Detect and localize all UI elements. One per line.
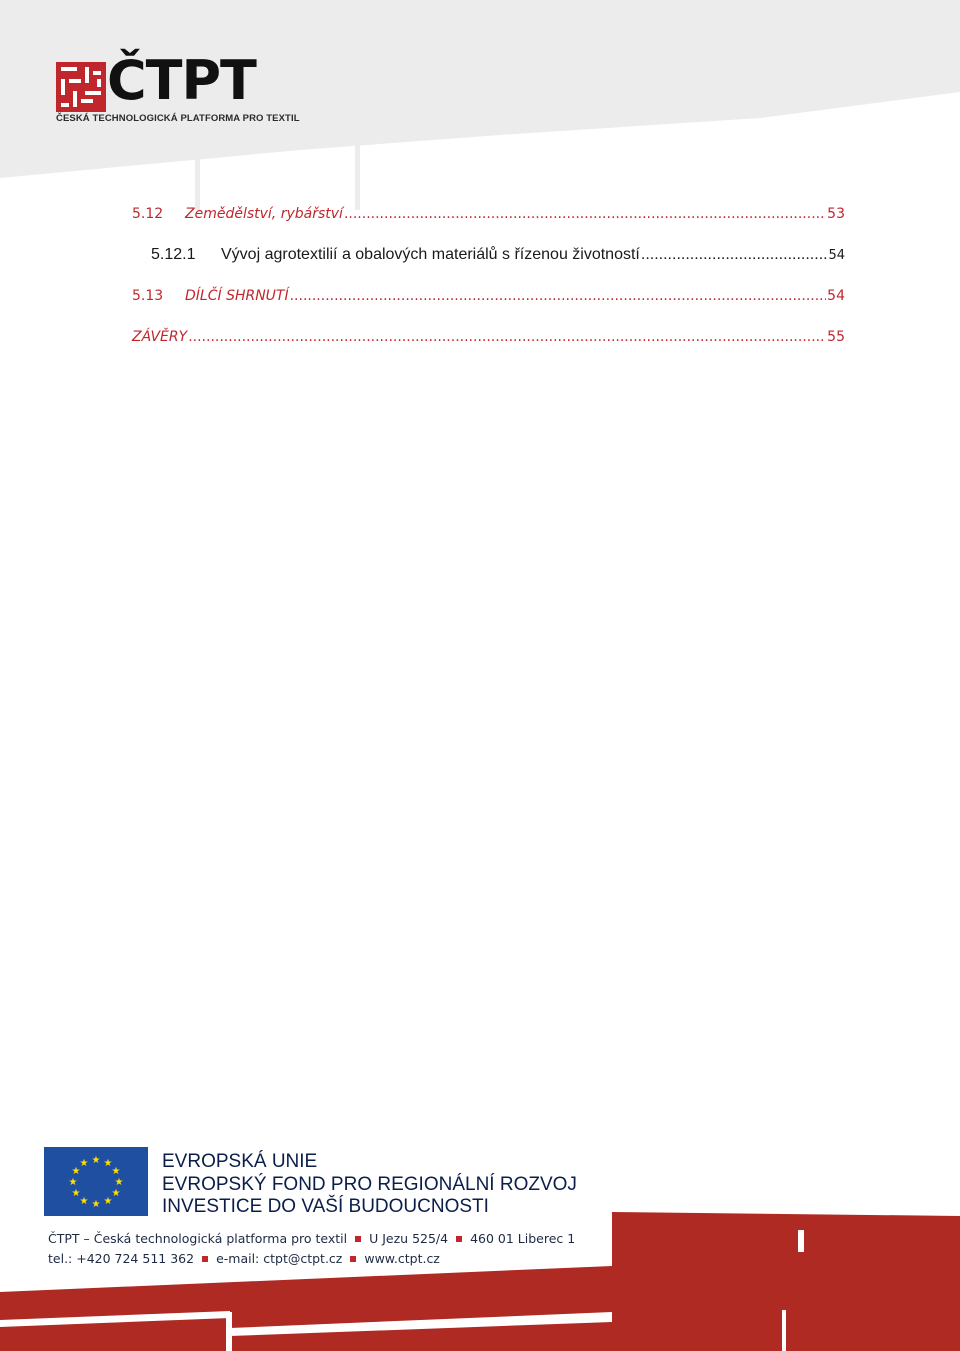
svg-text:★: ★	[103, 1196, 113, 1207]
footer-contact	[48, 1229, 575, 1269]
toc-entry[interactable]	[132, 288, 845, 304]
phone[interactable]: tel.: +420 724 511 362	[48, 1251, 195, 1266]
toc-number: 5.12.1	[151, 246, 196, 263]
svg-text:★: ★	[111, 1166, 121, 1177]
toc-leader	[344, 206, 826, 222]
toc-leader	[290, 288, 827, 304]
svg-text:★: ★	[79, 1196, 89, 1207]
logo-wordmark: ČTPT	[107, 49, 256, 112]
toc-entry[interactable]	[132, 329, 845, 345]
toc-number: 5.13	[132, 288, 164, 304]
toc-title: ZÁVĚRY	[132, 329, 188, 345]
svg-text:★: ★	[91, 1199, 101, 1210]
org-name: ČTPT – Česká technologická platforma pro textil	[48, 1231, 348, 1246]
toc-entry[interactable]	[132, 206, 845, 222]
street-address: U Jezu 525/4	[369, 1231, 449, 1246]
toc-number: 5.12	[132, 206, 164, 222]
bullet-square-icon	[350, 1256, 356, 1262]
bullet-square-icon	[355, 1236, 361, 1242]
toc-title: Vývoj agrotextilií a obalových materiálů s řízenou životností	[221, 246, 640, 263]
svg-text:★: ★	[71, 1166, 81, 1177]
svg-text:★: ★	[91, 1155, 101, 1166]
svg-text:★: ★	[68, 1177, 78, 1188]
toc-page-number: 54	[827, 288, 845, 304]
contact-line	[48, 1229, 575, 1249]
email-link[interactable]: e-mail: ctpt@ctpt.cz	[216, 1251, 343, 1266]
bullet-square-icon	[202, 1256, 208, 1262]
toc-entry[interactable]	[151, 246, 845, 264]
eu-line: EVROPSKÁ UNIE	[162, 1151, 318, 1172]
toc-page-number: 55	[827, 329, 845, 345]
svg-text:★: ★	[103, 1158, 113, 1169]
eu-flag-icon	[44, 1147, 148, 1216]
toc-page-number: 53	[827, 206, 845, 222]
toc-title: DÍLČÍ SHRNUTÍ	[185, 288, 289, 304]
svg-text:★: ★	[71, 1188, 81, 1199]
eu-funding-text	[162, 1151, 577, 1219]
svg-text:★: ★	[111, 1188, 121, 1199]
toc-leader	[641, 246, 828, 264]
bullet-square-icon	[456, 1236, 462, 1242]
toc-title: Zemědělství, rybářství	[185, 206, 343, 222]
ctpt-logo-mark	[56, 62, 106, 112]
contact-line	[48, 1249, 575, 1269]
city-address: 460 01 Liberec 1	[470, 1231, 576, 1246]
website-link[interactable]: www.ctpt.cz	[364, 1251, 440, 1266]
eu-line: INVESTICE DO VAŠÍ BUDOUCNOSTI	[162, 1196, 489, 1217]
logo-subtitle: ČESKÁ TECHNOLOGICKÁ PLATFORMA PRO TEXTIL	[56, 113, 300, 124]
svg-text:★: ★	[79, 1158, 89, 1169]
toc-page-number: 54	[828, 248, 845, 263]
svg-text:★: ★	[114, 1177, 124, 1188]
toc-leader	[188, 329, 826, 345]
eu-line: EVROPSKÝ FOND PRO REGIONÁLNÍ ROZVOJ	[162, 1173, 577, 1195]
